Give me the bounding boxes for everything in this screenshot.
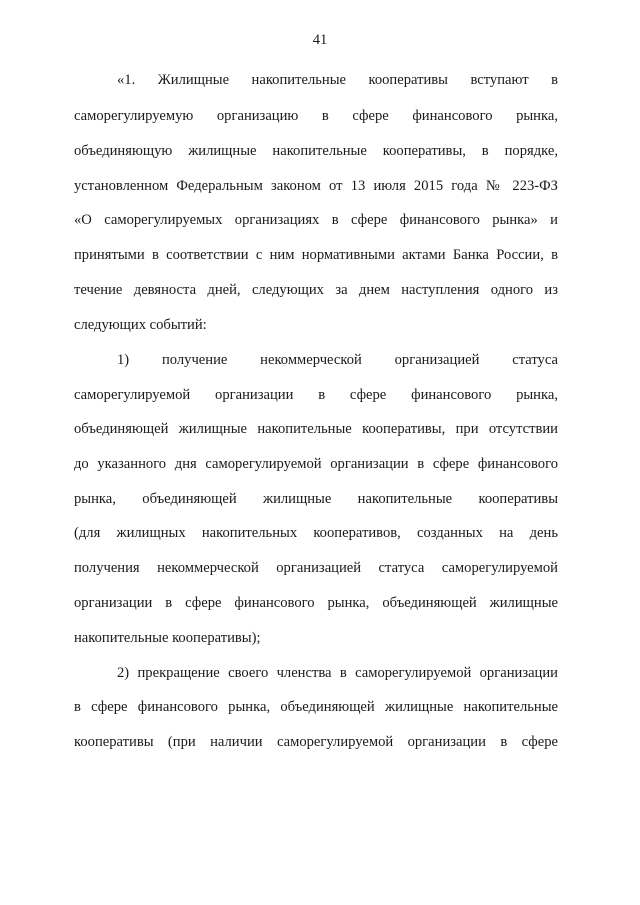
item-1-line-4: до указанного дня саморегулируемой организации в сфере финансового [74,456,558,472]
item-2-line-3: кооперативы (при наличии саморегулируемой организации в сфере [74,734,558,750]
paragraph-1-line-8: следующих событий: [74,317,207,333]
item-1-line-2: саморегулируемой организации в сфере финансового рынка, [74,387,558,403]
item-1-line-9: накопительные кооперативы); [74,630,261,646]
paragraph-1-line-3: объединяющую жилищные накопительные кооперативы, в порядке, [74,143,558,159]
paragraph-1-line-6: принятыми в соответствии с ним нормативными актами Банка России, в [74,247,558,263]
item-1-line-1: 1) получение некоммерческой организацией статуса [117,352,558,368]
item-1-line-8: организации в сфере финансового рынка, объединяющей жилищные [74,595,558,611]
paragraph-1-line-7: течение девяноста дней, следующих за днем наступления одного из [74,282,558,298]
paragraph-1-line-4: установленном Федеральным законом от 13 июля 2015 года № 223-ФЗ [74,178,558,194]
item-1-line-7: получения некоммерческой организацией статуса саморегулируемой [74,560,558,576]
item-1-line-3: объединяющей жилищные накопительные кооперативы, при отсутствии [74,421,558,437]
item-2-line-2: в сфере финансового рынка, объединяющей жилищные накопительные [74,699,558,715]
item-1-line-6: (для жилищных накопительных кооперативов, созданных на день [74,525,558,541]
item-2-line-1: 2) прекращение своего членства в саморегулируемой организации [117,665,558,681]
page-number: 41 [312,32,328,48]
paragraph-1-line-5: «О саморегулируемых организациях в сфере финансового рынка» и [74,212,558,228]
item-1-line-5: рынка, объединяющей жилищные накопительные кооперативы [74,491,558,507]
paragraph-1-line-2: саморегулируемую организацию в сфере финансового рынка, [74,108,558,124]
paragraph-1-line-1: «1. Жилищные накопительные кооперативы вступают в [117,72,558,88]
